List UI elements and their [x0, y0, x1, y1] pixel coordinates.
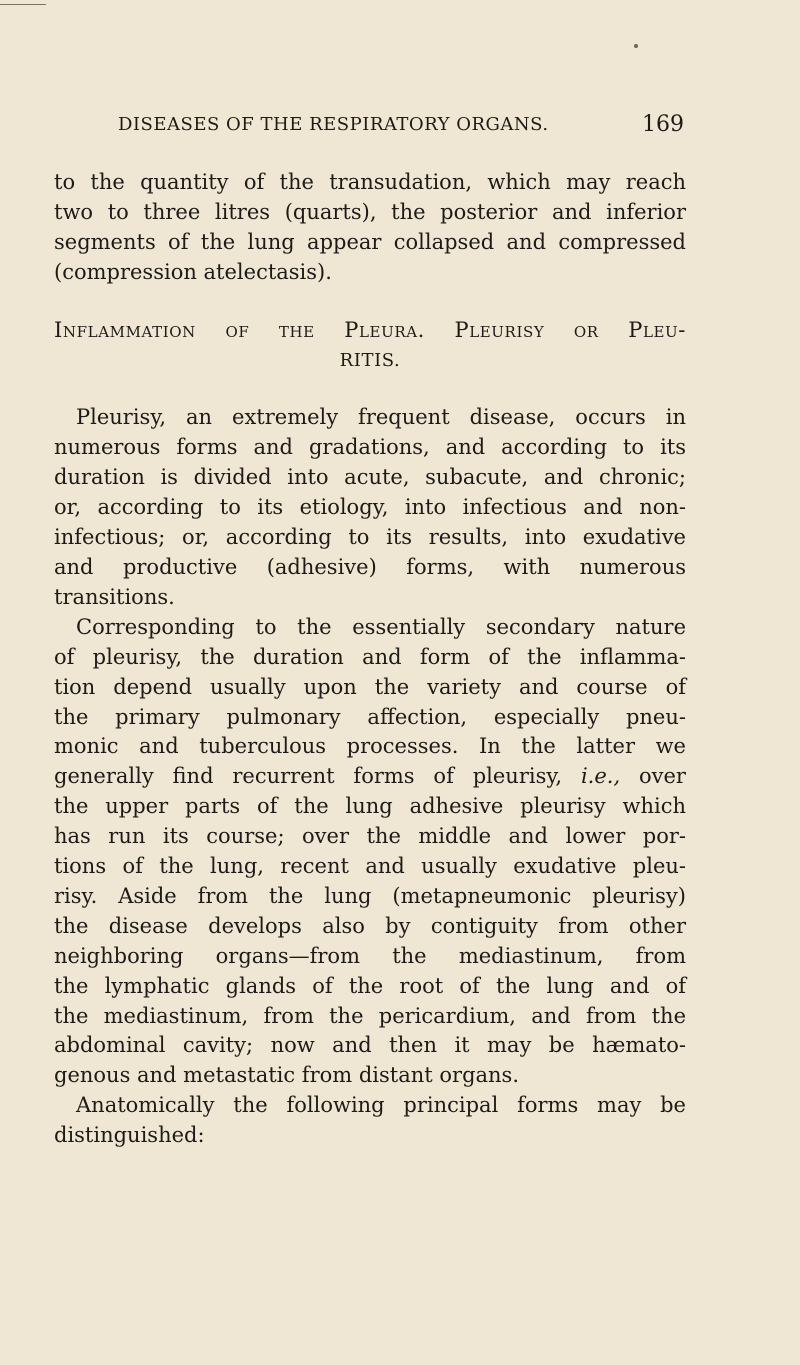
- section-heading: [54, 316, 686, 376]
- text-line: the mediastinum, from the pericardium, and from the: [54, 1003, 686, 1028]
- text-line: monic and tuberculous processes. In the latter we: [54, 734, 686, 759]
- text-line: abdominal cavity; now and then it may be hæmato-: [54, 1033, 686, 1058]
- text-fragment: over: [639, 764, 686, 789]
- section-heading-line: Inflammation of the Pleura. Pleurisy or Pleu-: [54, 317, 686, 342]
- text-line: risy. Aside from the lung (metapneumonic pleurisy): [54, 883, 686, 908]
- text-line: (compression atelectasis).: [54, 259, 332, 284]
- text-line: two to three litres (quarts), the posterior and inferior: [54, 199, 686, 224]
- paragraph-anatomical-forms: [54, 1091, 686, 1151]
- italic-abbreviation: i.e.,: [580, 764, 621, 789]
- text-line: of pleurisy, the duration and form of the inflamma-: [54, 644, 686, 669]
- text-line: the lymphatic glands of the root of the lung and of: [54, 973, 686, 998]
- paragraph-pleurisy-forms: [54, 403, 686, 612]
- text-line: infectious; or, according to its results, into exudative: [54, 525, 686, 550]
- ink-speck-mark: [634, 44, 638, 48]
- paragraph-secondary-nature: [54, 613, 686, 1092]
- text-fragment: generally find recurrent forms of pleurisy,: [54, 764, 563, 789]
- text-line: transitions.: [54, 584, 175, 609]
- text-line: to the quantity of the transudation, which may reach: [54, 170, 686, 194]
- text-line: tion depend usually upon the variety and course of: [54, 674, 686, 699]
- text-line: Corresponding to the essentially secondary nature: [76, 614, 686, 639]
- section-heading-continuation: RITIS.: [339, 349, 401, 371]
- text-line: the upper parts of the lung adhesive pleurisy which: [54, 794, 686, 819]
- running-head-title: DISEASES OF THE RESPIRATORY ORGANS.: [118, 114, 549, 135]
- text-line: or, according to its etiology, into infectious and non-: [54, 495, 686, 520]
- text-line: segments of the lung appear collapsed and compressed: [54, 229, 686, 254]
- text-line-with-emphasis: [54, 762, 686, 792]
- page-number: 169: [642, 112, 684, 137]
- paragraph-transudation: [54, 168, 686, 288]
- text-line: tions of the lung, recent and usually exudative pleu-: [54, 854, 686, 879]
- text-line: has run its course; over the middle and lower por-: [54, 824, 686, 849]
- text-line: duration is divided into acute, subacute, and chronic;: [54, 465, 686, 490]
- text-line: Pleurisy, an extremely frequent disease, occurs in: [76, 405, 686, 430]
- text-line: distinguished:: [54, 1123, 205, 1148]
- text-line: the disease develops also by contiguity from other: [54, 913, 686, 938]
- text-line: genous and metastatic from distant organs.: [54, 1063, 520, 1088]
- top-edge-rule: [0, 4, 46, 5]
- body-text: [54, 168, 686, 1151]
- text-line: the primary pulmonary affection, especially pneu-: [54, 704, 686, 729]
- text-line: neighboring organs—from the mediastinum, from: [54, 943, 686, 968]
- text-line: and productive (adhesive) forms, with numerous: [54, 554, 686, 579]
- text-line: Anatomically the following principal forms may be: [76, 1093, 686, 1118]
- text-line: numerous forms and gradations, and according to its: [54, 435, 686, 460]
- running-head: [118, 114, 684, 144]
